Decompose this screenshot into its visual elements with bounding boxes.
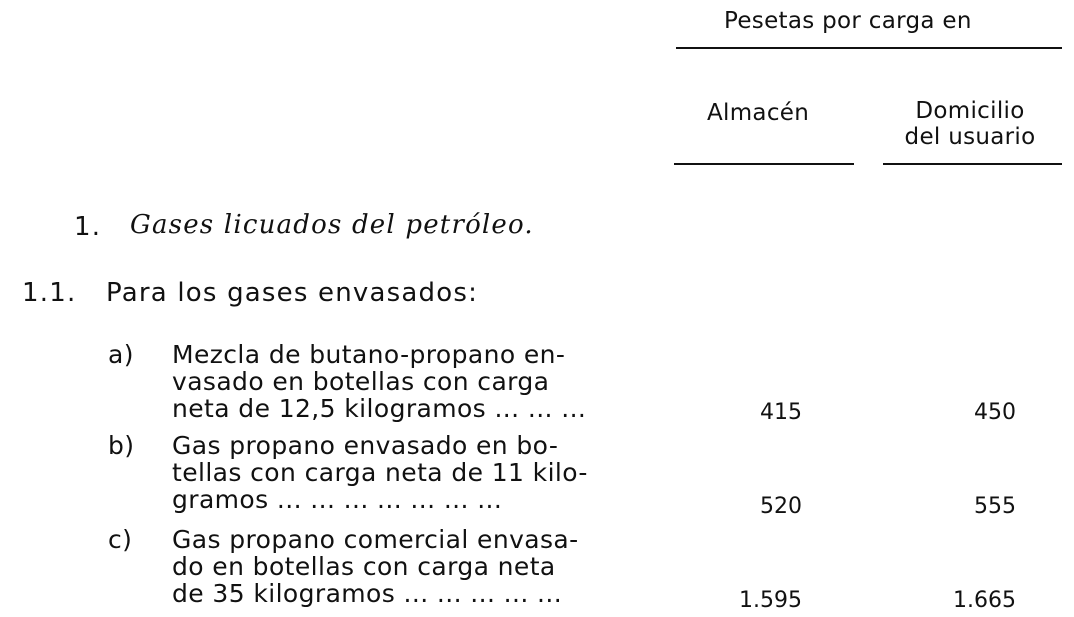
- item-c-line-3: de 35 kilogramos ... ... ... ... ...: [172, 579, 563, 608]
- item-c-almacen-value: 1.595: [739, 588, 802, 613]
- column-header-almacen: Almacén: [707, 100, 810, 126]
- item-a-domicilio-value: 450: [974, 400, 1016, 425]
- item-c-description: [172, 526, 579, 607]
- item-b-description: [172, 432, 588, 513]
- column-header-domicilio-line1: Domicilio: [915, 98, 1025, 124]
- item-c-letter: c): [108, 525, 133, 554]
- header-rule-top: [676, 47, 1062, 49]
- item-b-letter: b): [108, 431, 135, 460]
- item-b-line-1: Gas propano envasado en bo-: [172, 431, 559, 460]
- item-a-almacen-value: 415: [760, 400, 802, 425]
- column-group-title: Pesetas por carga en: [724, 8, 972, 34]
- item-a-line-2: vasado en botellas con carga: [172, 367, 550, 396]
- item-a-line-3: neta de 12,5 kilogramos ... ... ...: [172, 394, 587, 423]
- item-c-domicilio-value: 1.665: [953, 588, 1016, 613]
- item-c-line-1: Gas propano comercial envasa-: [172, 525, 579, 554]
- item-c-line-2: do en botellas con carga neta: [172, 552, 556, 581]
- item-b-line-3: gramos ... ... ... ... ... ... ...: [172, 485, 503, 514]
- subsection-number: 1.1.: [22, 278, 77, 308]
- item-a-description: [172, 341, 586, 422]
- section-title: Gases licuados del petróleo.: [130, 210, 534, 240]
- subsection-title: Para los gases envasados:: [106, 278, 479, 308]
- item-b-line-2: tellas con carga neta de 11 kilo-: [172, 458, 588, 487]
- column-header-domicilio: [885, 98, 1055, 150]
- header-rule-domicilio: [883, 163, 1062, 165]
- item-b-domicilio-value: 555: [974, 494, 1016, 519]
- header-rule-almacen: [674, 163, 854, 165]
- section-number: 1.: [74, 212, 102, 242]
- item-b-almacen-value: 520: [760, 494, 802, 519]
- item-a-letter: a): [108, 340, 134, 369]
- item-a-line-1: Mezcla de butano-propano en-: [172, 340, 566, 369]
- column-header-domicilio-line2: del usuario: [904, 124, 1036, 150]
